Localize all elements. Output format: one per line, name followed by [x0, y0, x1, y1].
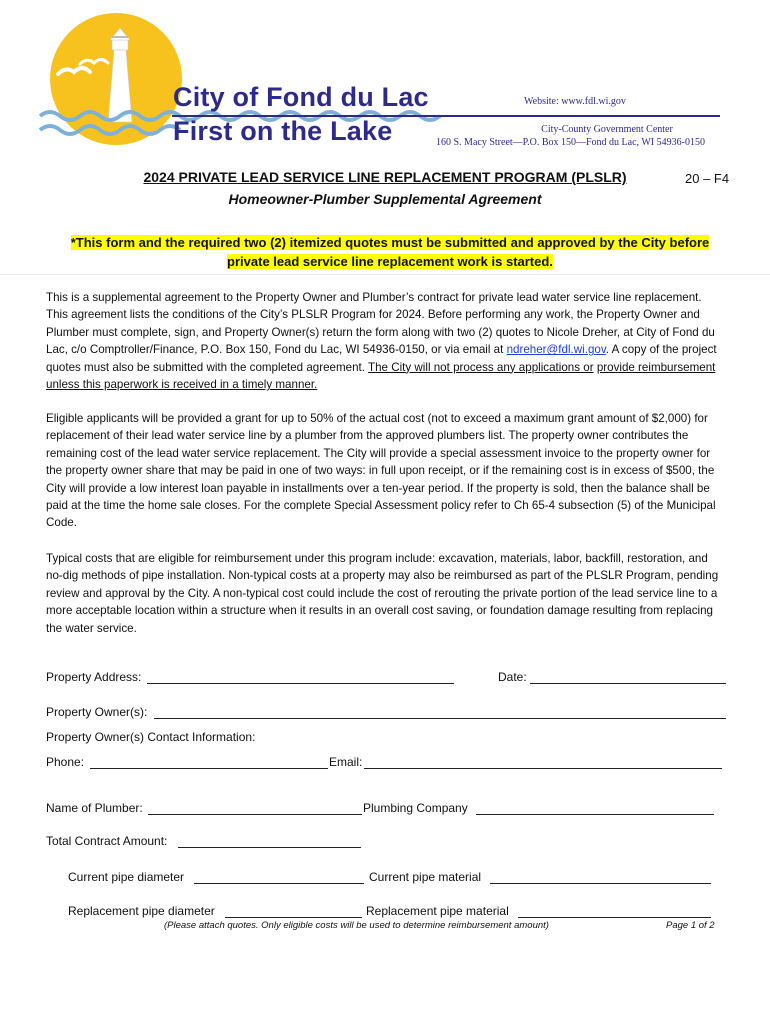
property-address-field[interactable]: [147, 683, 454, 684]
underlined-warning-1: The City will not process any applications or: [368, 360, 594, 374]
email-link[interactable]: ndreher@fdl.wi.gov: [506, 343, 606, 357]
email-label: Email:: [329, 755, 363, 769]
quotes-footnote: (Please attach quotes. Only eligible costs will be used to determine reimbursement amount): [164, 920, 549, 931]
paragraph-eligibility: Eligible applicants will be provided a grant for up to 50% of the actual cost (not to exceed a maximum grant amount of $2,000) for replacement of their lead water service line by a plumber from the approved plumbers list. The property owner contributes the remaining cost of the lead water service replacement. The City will provide a special assessment invoice to the property owner for the property owner share that may be paid in one of two ways: in full upon receipt, or if the remaining cost is in excess of $500, the City will provide a low interest loan payable in installments over a ten-year period. If the property is sold, then the balance shall be paid at the time the home sale closes. For the complete Special Assessment policy refer to Ch 65-4 subsection (5) of the Municipal Code.: [46, 412, 716, 530]
mailing-address: 160 S. Macy Street—P.O. Box 150—Fond du Lac, WI 54936-0150: [436, 137, 705, 148]
website-text: Website: www.fdl.wi.gov: [524, 96, 626, 107]
pipe-material-field[interactable]: [490, 883, 711, 884]
plumbing-company-field[interactable]: [476, 814, 714, 815]
pipe-diameter-label: Current pipe diameter: [68, 870, 185, 884]
paragraph-typical-costs: Typical costs that are eligible for reimbursement under this program include: excavation, materials, labor, backfill, restoration, and no-dig methods of pipe installation. Non-typical costs at a property may also be reimbursed as part of the PLSLR Program, pending review and approval by the City. A non-typical cost could include the cost of rerouting the private portion of the lead service line to a more acceptable location within a structure when it results in an overall cost saving, or foundation damage resulting from replacing the water service.: [46, 552, 719, 635]
email-field[interactable]: [364, 768, 722, 769]
form-number: 20 – F4: [685, 171, 730, 186]
plumber-name-field[interactable]: [148, 814, 362, 815]
phone-field[interactable]: [90, 768, 328, 769]
form-title: 2024 PRIVATE LEAD SERVICE LINE REPLACEMENT PROGRAM (PLSLR): [143, 169, 627, 185]
plumbing-company-label: Plumbing Company: [363, 801, 468, 815]
replacement-diameter-label: Replacement pipe diameter: [68, 904, 215, 918]
divider: [0, 274, 770, 275]
notice-line-1: *This form and the required two (2) itemized quotes must be submitted and approved by the City before: [70, 235, 710, 250]
replacement-material-field[interactable]: [518, 917, 711, 918]
replacement-material-label: Replacement pipe material: [366, 904, 509, 918]
total-contract-field[interactable]: [178, 847, 361, 848]
pipe-material-label: Current pipe material: [369, 870, 482, 884]
page-number: Page 1 of 2: [666, 920, 715, 931]
letterhead: [36, 12, 736, 152]
city-name: City of Fond du Lac: [173, 82, 429, 112]
highlighted-notice: [45, 233, 735, 271]
property-owners-field[interactable]: [154, 718, 726, 719]
contact-info-label: Property Owner(s) Contact Information:: [46, 730, 256, 744]
city-tagline: First on the Lake: [173, 116, 393, 146]
date-field[interactable]: [530, 683, 726, 684]
property-owners-label: Property Owner(s):: [46, 705, 148, 719]
notice-line-2: private lead service line replacement work is started.: [227, 254, 553, 269]
paragraph-agreement: This is a supplemental agreement to the Property Owner and Plumber’s contract for private lead water service line replacement. This agreement lists the conditions of the City’s PLSLR Program for 2024. Before performing any work, the Property Owner and Plumber must complete, sign, and Property Owner(s) return the form along with two (2) quotes to Nicole Dreher, at City of Fond du Lac, c/o Comptroller/Finance, P.O. Box 150, Fond du Lac, WI 54936-0150, or via email at ndreher@fdl.wi.gov. A copy of the project quotes must also be submitted with the completed agreement. The City will not process any applications or provide reimbursement unless this paperwork is received in a timely manner.: [46, 291, 717, 392]
phone-label: Phone:: [46, 755, 85, 769]
plumber-name-label: Name of Plumber:: [46, 801, 143, 815]
underlined-warning-2: provide reimbursement unless this paperwork is received in a timely manner.: [46, 360, 716, 392]
replacement-diameter-field[interactable]: [225, 917, 362, 918]
government-center-name: City-County Government Center: [541, 124, 673, 135]
form-subtitle: Homeowner-Plumber Supplemental Agreement: [228, 191, 542, 207]
pipe-diameter-field[interactable]: [194, 883, 364, 884]
total-contract-label: Total Contract Amount:: [46, 834, 168, 848]
date-label: Date:: [498, 670, 527, 684]
property-address-label: Property Address:: [46, 670, 142, 684]
